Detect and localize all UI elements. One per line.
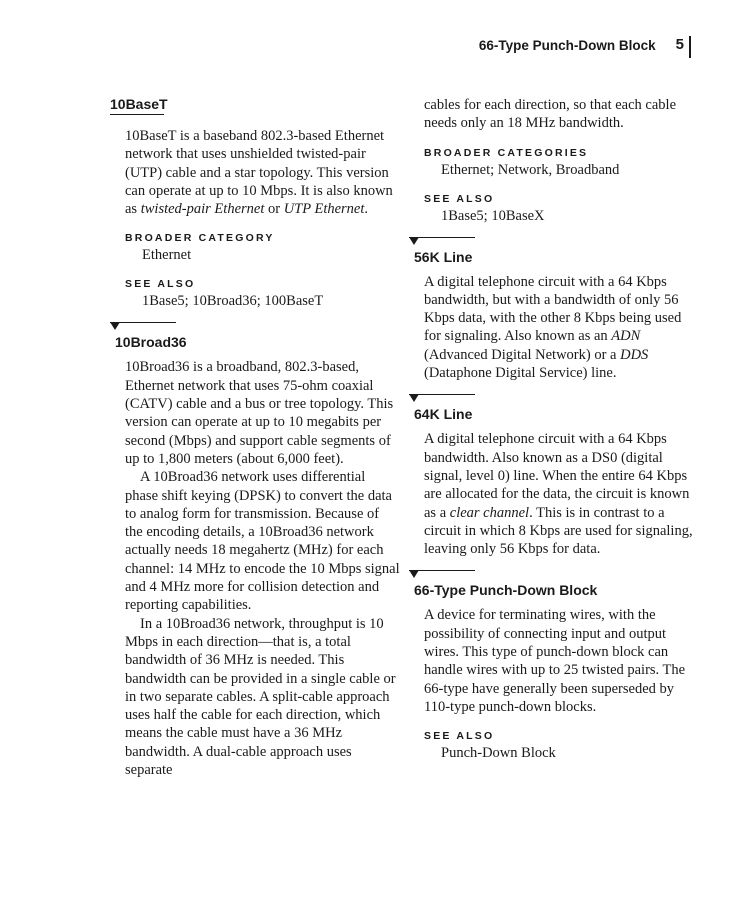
entry-66-type-punch-down-block — [409, 570, 699, 762]
entry-64k-line — [409, 394, 699, 558]
see-also-label: SEE ALSO — [125, 278, 196, 291]
entry-paragraph: 10Broad36 is a broadband, 802.3-based, Ethernet network that uses 75-ohm coaxial (CATV) cable and a bus or tree topology. This version can operate at up to 10 megabits per second (Mbps) and support cable segments of up to 1,800 meters (about 6,000 feet). — [125, 359, 394, 467]
entry-56k-line — [409, 237, 699, 383]
see-also-value: 1Base5; 10Broad36; 100BaseT — [142, 293, 324, 310]
entry-marker-icon — [409, 570, 699, 580]
entry-title: 56K Line — [414, 248, 473, 265]
entry-title: 66-Type Punch-Down Block — [414, 582, 598, 599]
entry-body: A digital telephone circuit with a 64 Kbps bandwidth. Also known as a DS0 (digital signal, level 0) line. When the entire 64 Kbps are allocated for the data, the circuit is known as a clear channel. This is in contrast to a circuit in which 8 Kbps are used for signaling, leaving only 56 Kbps for data. — [424, 431, 693, 558]
continuation-text: cables for each direction, so that each cable needs only an 18 MHz bandwidth. — [424, 97, 677, 132]
page-number-box — [676, 36, 691, 58]
running-header — [479, 36, 691, 58]
see-also-value: 1Base5; 10BaseX — [441, 207, 545, 224]
entry-title: 10Broad36 — [115, 334, 187, 351]
entry-body: 10BaseT is a baseband 802.3-based Ethernet network that uses unshielded twisted-pair (UTP) cable and a star topology. This version can operate at up to 10 Mbps. It is also known as twisted-pair Ethernet or UTP Ethernet. — [125, 128, 393, 218]
broader-categories-value: Ethernet; Network, Broadband — [441, 161, 620, 178]
entry-paragraph: A 10Broad36 network uses differential phase shift keying (DPSK) to convert the data to analog form for transmission. Because of the encoding details, a 10Broad36 network actually needs 18 megahertz (MHz) for each channel: 14 MHz to encode the 10 Mbps signal and 4 MHz more for collision detection and reporting capabilities. — [125, 469, 400, 614]
broader-categories-label: BROADER CATEGORIES — [424, 146, 589, 159]
continuation-10broad36 — [409, 96, 699, 225]
entry-marker-icon — [110, 322, 400, 332]
page-number: 5 — [675, 36, 684, 53]
entry-10baset — [110, 96, 400, 310]
entry-body: A digital telephone circuit with a 64 Kbps bandwidth, but with a bandwidth of only 56 Kbps data, with the other 8 Kbps being used for signaling. Also known as an ADN (Advanced Digital Network) or a DDS (Dataphone Digital Service) line. — [424, 273, 682, 382]
entry-10broad36 — [110, 322, 400, 779]
entry-marker-icon — [409, 394, 699, 404]
left-column — [110, 96, 400, 779]
see-also-label: SEE ALSO — [424, 730, 495, 743]
broader-category-label: BROADER CATEGORY — [125, 232, 275, 245]
entry-marker-icon — [409, 237, 699, 247]
broader-category-value: Ethernet — [142, 247, 192, 264]
right-column — [409, 96, 699, 762]
entry-title: 10BaseT — [110, 96, 164, 115]
running-title: 66-Type Punch-Down Block — [478, 38, 656, 53]
entry-body: A device for terminating wires, with the possibility of connecting input and output wires. This type of punch-down block can handle wires with up to 25 twisted pairs. The 66-type have generally been superseded by 110-type punch-down blocks. — [424, 607, 686, 715]
see-also-label: SEE ALSO — [424, 192, 495, 205]
entry-paragraph: In a 10Broad36 network, throughput is 10 Mbps in each direction—that is, a total bandwidth of 36 MHz is needed. This bandwidth can be provided in a single cable or in two separate cables. A split-cable approach uses half the cable for each direction, which means the cable must have a 36 MHz bandwidth. A dual-cable approach uses separate — [125, 615, 396, 779]
see-also-value: Punch-Down Block — [441, 745, 556, 762]
entry-title: 64K Line — [414, 406, 473, 423]
